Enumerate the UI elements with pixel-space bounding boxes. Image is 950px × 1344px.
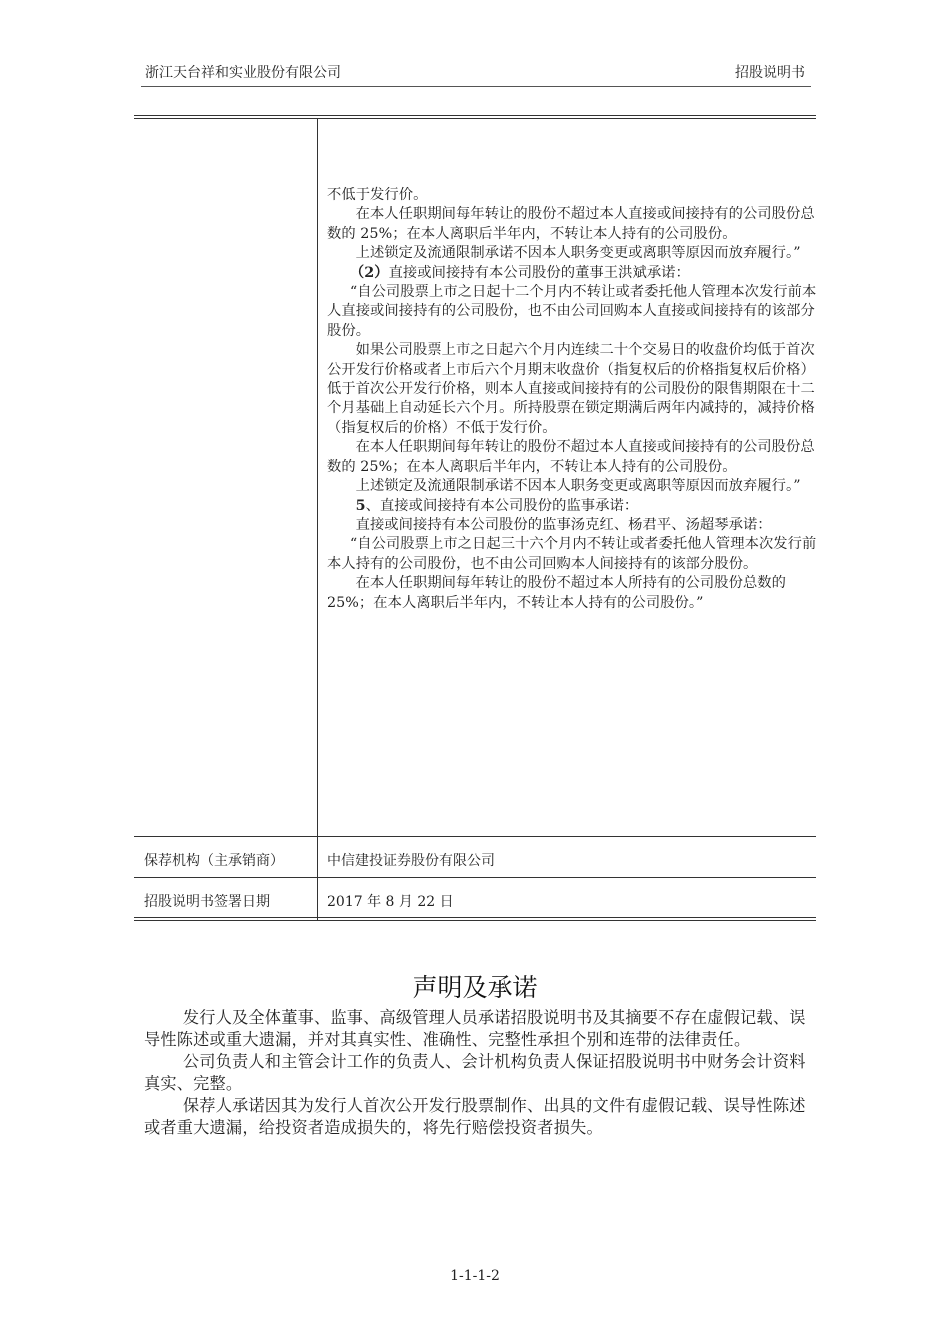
commitment-paragraph: “自公司股票上市之日起三十六个月内不转让或者委托他人管理本次发行前本人持有的公司股份，也不由公司回购本人间接持有的该部分股份。 [327, 536, 817, 572]
subheading-number: （2） [349, 264, 389, 281]
subheading-text: 、直接或间接持有本公司股份的监事承诺： [365, 497, 639, 514]
commitment-paragraph: 在本人任职期间每年转让的股份不超过本人直接或间接持有的公司股份总数的 25%；在本人离职后半年内，不转让本人持有的公司股份。 [327, 206, 815, 242]
commitment-paragraph: 上述锁定及流通限制承诺不因本人职务变更或离职等原因而放弃履行。” [355, 245, 801, 262]
commitment-paragraph: 在本人任职期间每年转让的股份不超过本人直接或间接持有的公司股份总数的 25%；在本人离职后半年内，不转让本人持有的公司股份。 [327, 439, 815, 475]
commitment-paragraph: 不低于发行价。 [327, 187, 428, 203]
commitment-paragraph: 如果公司股票上市之日起六个月内连续二十个交易日的收盘价均低于首次公开发行价格或者上市后六个月期末收盘价（指复权后的价格指复权后价格）低于首次公开发行价格，则本人直接或间接持有的公司股份的限售期限在十二个月基础上自动延长六个月。所持股票在锁定期满后两年内减持的，减持价格（指复权后的价格）不低于发行价。 [327, 342, 815, 436]
commitment-paragraph: 直接或间接持有本公司股份的监事汤克红、杨君平、汤超琴承诺： [355, 516, 772, 533]
header-document-type: 招股说明书 [735, 65, 805, 81]
sponsor-label: 保荐机构（主承销商） [144, 853, 284, 869]
info-table [134, 115, 816, 921]
commitment-text-cell [327, 186, 817, 613]
commitment-paragraph: 在本人任职期间每年转让的股份不超过本人所持有的公司股份总数的 25%；在本人离职后半年内，不转让本人持有的公司股份。” [327, 575, 786, 611]
table-bottom-rule [134, 917, 816, 918]
signing-date-label: 招股说明书签署日期 [144, 894, 270, 910]
table-row-divider [134, 877, 816, 878]
statement-paragraph: 公司负责人和主管会计工作的负责人、会计机构负责人保证招股说明书中财务会计资料真实、完整。 [144, 1052, 806, 1093]
subheading-text: 直接或间接持有本公司股份的董事王洪斌承诺： [388, 264, 690, 281]
table-top-rule [134, 115, 816, 116]
table-row-divider [134, 836, 816, 837]
table-bottom-rule-inner [134, 920, 816, 921]
table-top-rule-inner [134, 118, 816, 119]
section-title: 声明及承诺 [412, 973, 538, 1002]
signing-date-value: 2017 年 8 月 22 日 [327, 894, 454, 910]
page-number: 1-1-1-2 [450, 1268, 500, 1284]
commitment-paragraph: 上述锁定及流通限制承诺不因本人职务变更或离职等原因而放弃履行。” [355, 478, 801, 495]
commitment-subheading [327, 264, 817, 283]
commitment-paragraph: “自公司股票上市之日起十二个月内不转让或者委托他人管理本次发行前本人直接或间接持有的公司股份，也不由公司回购本人直接或间接持有的该部分股份。 [327, 284, 817, 339]
page-header [141, 52, 811, 87]
statement-paragraph: 保荐人承诺因其为发行人首次公开发行股票制作、出具的文件有虚假记载、误导性陈述或者重大遗漏，给投资者造成损失的，将先行赔偿投资者损失。 [144, 1096, 806, 1137]
statement-paragraph: 发行人及全体董事、监事、高级管理人员承诺招股说明书及其摘要不存在虚假记载、误导性陈述或重大遗漏，并对其真实性、准确性、完整性承担个别和连带的法律责任。 [144, 1008, 806, 1049]
table-column-divider [317, 118, 318, 920]
sponsor-value: 中信建投证券股份有限公司 [327, 853, 495, 869]
statement-body [144, 1007, 814, 1139]
header-company-name: 浙江天台祥和实业股份有限公司 [145, 65, 341, 81]
subheading-number: 5 [355, 497, 366, 514]
commitment-subheading [327, 497, 817, 516]
